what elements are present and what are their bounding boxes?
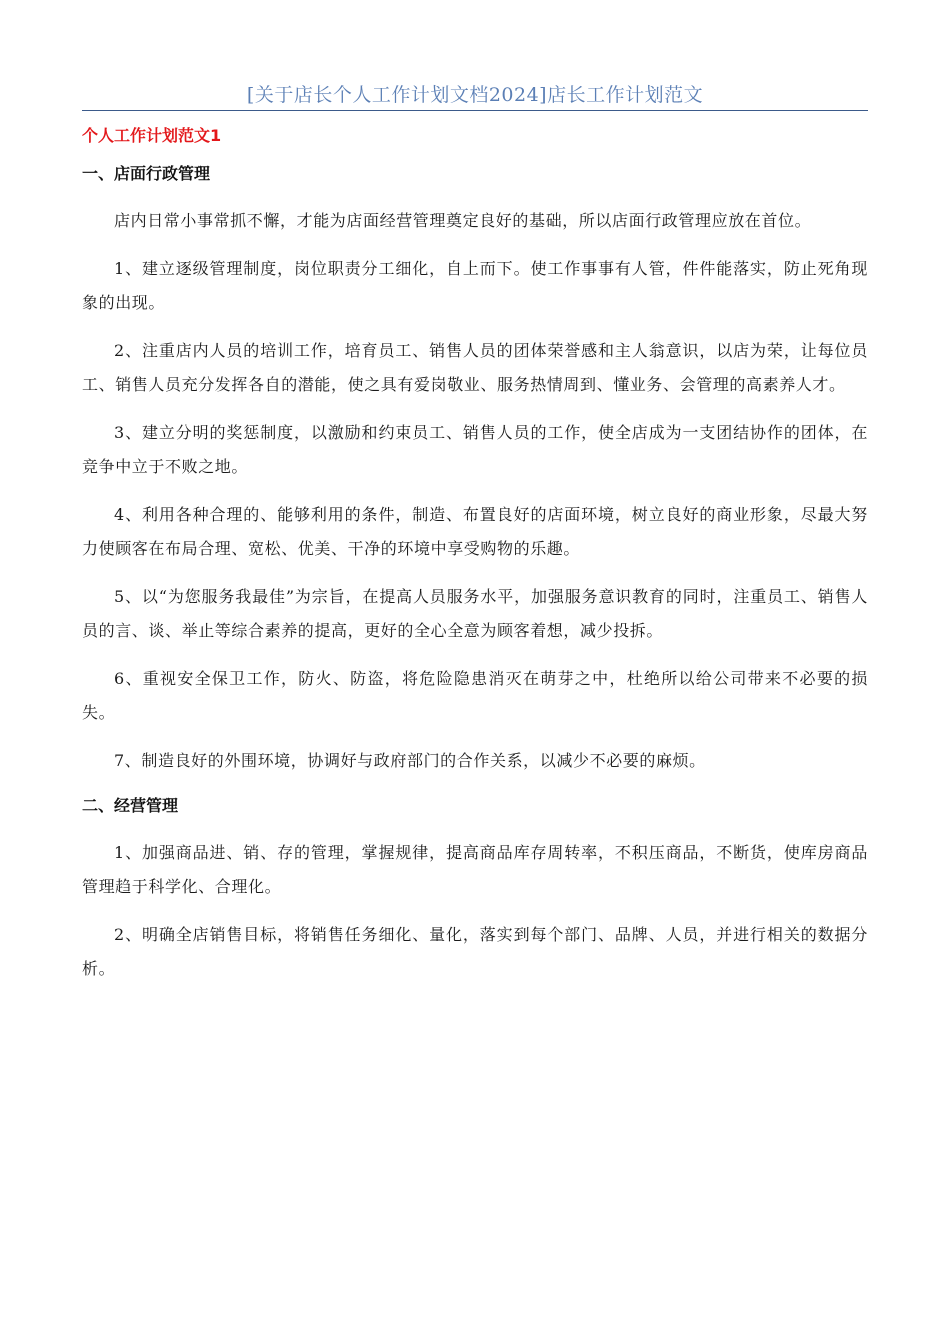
- paragraph: 6、重视安全保卫工作，防火、防盗，将危险隐患消灭在萌芽之中，杜绝所以给公司带来不必要的损失。: [82, 669, 868, 722]
- section-heading-operations: 二、经营管理: [82, 796, 179, 815]
- section-heading-admin: 一、店面行政管理: [82, 164, 211, 183]
- page-header: [82, 78, 868, 111]
- document-body: [82, 124, 868, 1000]
- document-title: 个人工作计划范文1: [82, 126, 222, 145]
- paragraph: 1、建立逐级管理制度，岗位职责分工细化，自上而下。使工作事事有人管，件件能落实，防止死角现象的出现。: [82, 259, 868, 312]
- paragraph: 2、注重店内人员的培训工作，培育员工、销售人员的团体荣誉感和主人翁意识，以店为荣，让每位员工、销售人员充分发挥各自的潜能，使之具有爱岗敬业、服务热情周到、懂业务、会管理的高素养人才。: [82, 341, 868, 394]
- paragraph: 1、加强商品进、销、存的管理，掌握规律，提高商品库存周转率，不积压商品，不断货，使库房商品管理趋于科学化、合理化。: [82, 843, 868, 896]
- paragraph: 7、制造良好的外围环境，协调好与政府部门的合作关系，以减少不必要的麻烦。: [114, 751, 706, 770]
- paragraph: 4、利用各种合理的、能够利用的条件，制造、布置良好的店面环境，树立良好的商业形象，尽最大努力使顾客在布局合理、宽松、优美、干净的环境中享受购物的乐趣。: [82, 505, 868, 558]
- paragraph: 5、以“为您服务我最佳”为宗旨，在提高人员服务水平，加强服务意识教育的同时，注重员工、销售人员的言、谈、举止等综合素养的提高，更好的全心全意为顾客着想，减少投拆。: [82, 587, 868, 640]
- page-header-title: [关于店长个人工作计划文档2024]店长工作计划范文: [246, 84, 704, 106]
- paragraph: 3、建立分明的奖惩制度，以激励和约束员工、销售人员的工作，使全店成为一支团结协作的团体，在竞争中立于不败之地。: [82, 423, 868, 476]
- paragraph: 2、明确全店销售目标，将销售任务细化、量化，落实到每个部门、品牌、人员，并进行相关的数据分析。: [82, 925, 868, 978]
- paragraph: 店内日常小事常抓不懈，才能为店面经营管理奠定良好的基础，所以店面行政管理应放在首位。: [114, 211, 812, 230]
